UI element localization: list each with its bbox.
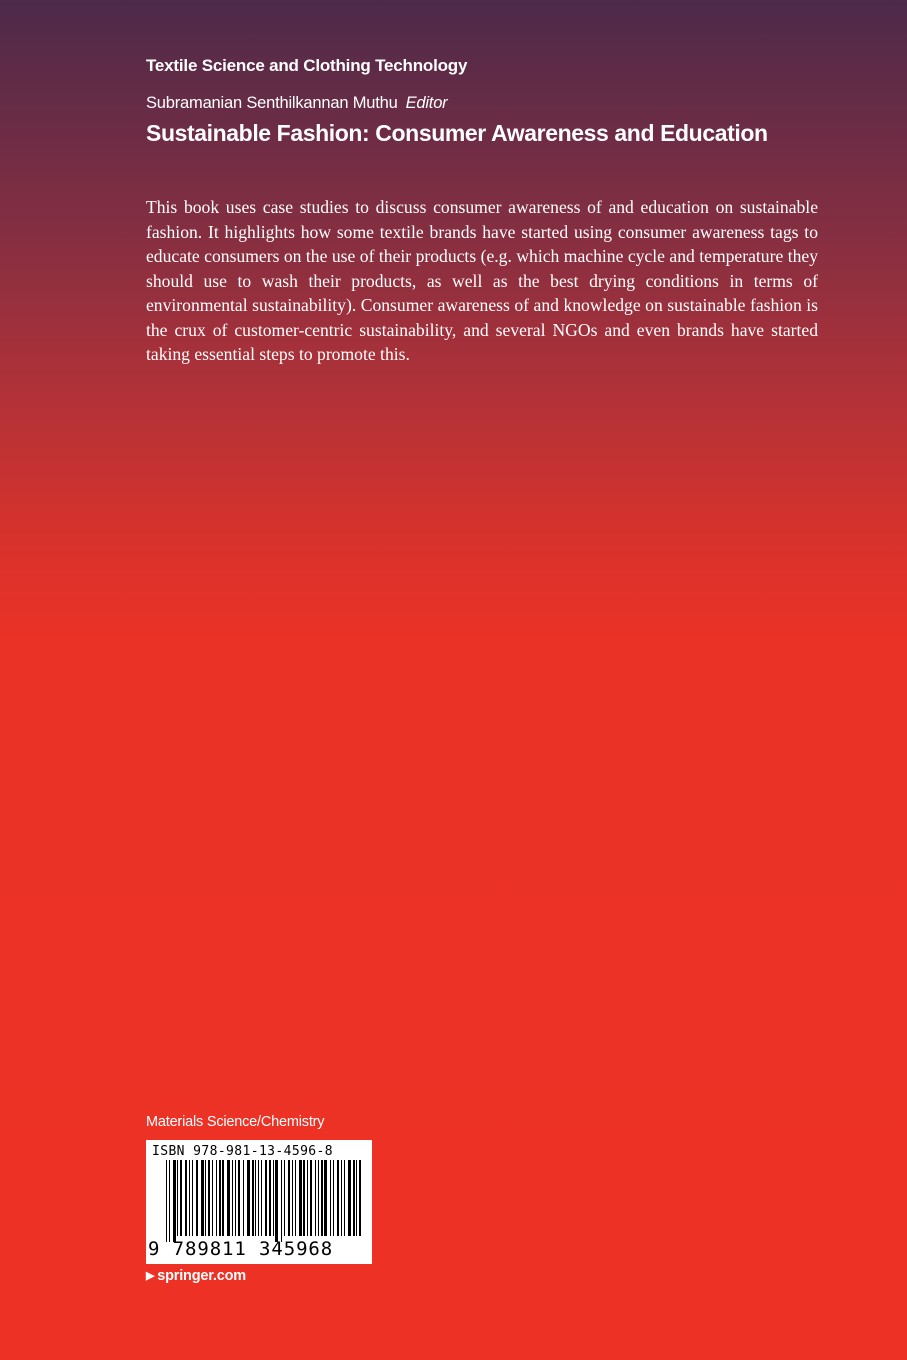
barcode-bar (189, 1160, 190, 1236)
barcode-bar (324, 1160, 327, 1236)
barcode-bar (307, 1160, 308, 1236)
barcode-box (146, 1140, 372, 1264)
arrow-right-icon: ▶ (146, 1270, 155, 1282)
barcode-bar (310, 1160, 312, 1236)
editor-name: Subramanian Senthilkannan Muthu (146, 94, 398, 112)
barcode-bar (219, 1160, 221, 1236)
barcode-bar (252, 1160, 254, 1236)
barcode-bar (281, 1160, 282, 1242)
barcode-bar (255, 1160, 256, 1236)
barcode-bar (265, 1160, 267, 1236)
barcode-bar (295, 1160, 296, 1236)
barcode-bar (299, 1160, 302, 1236)
barcode-bar (212, 1160, 213, 1236)
editor-line (146, 94, 447, 113)
barcode-bar (177, 1160, 178, 1236)
barcode-bar (166, 1160, 167, 1242)
barcode-bar (201, 1160, 204, 1236)
barcode-bar (318, 1160, 319, 1236)
barcode-bar (222, 1160, 224, 1236)
subject-category: Materials Science/Chemistry (146, 1114, 325, 1130)
barcode-bar (238, 1160, 240, 1236)
barcode-bar (208, 1160, 210, 1236)
barcode-bar (243, 1160, 244, 1236)
barcode-bar (269, 1160, 271, 1236)
barcode-digits: 9 789811 345968 (148, 1238, 334, 1260)
barcode-bar (275, 1160, 278, 1242)
barcode-bar (169, 1160, 170, 1242)
blurb-text: This book uses case studies to discuss consumer awareness of and education on sustainable fashion. It highlights how some textile brands have started using consumer awareness tags to educate consumers on the use of their products (e.g. which machine cycle and temperature they should use to wash their products, as well as the best drying conditions in terms of environmental sustainability). Consumer awareness of and knowledge on sustainable fashion is the crux of customer-centric sustainability, and several NGOs and even brands have started taking essential steps to promote this. (146, 197, 818, 364)
barcode-bar (284, 1160, 285, 1236)
barcode-bar (247, 1160, 250, 1236)
barcode-bar (235, 1160, 236, 1236)
publisher-link[interactable] (146, 1268, 246, 1284)
barcode-bar (348, 1160, 351, 1236)
editor-role: Editor (405, 94, 448, 112)
barcode-bar (292, 1160, 293, 1236)
barcode-bar (353, 1160, 355, 1236)
series-title: Textile Science and Clothing Technology (146, 56, 468, 75)
publisher-url: springer.com (157, 1268, 246, 1284)
barcode-bar (315, 1160, 316, 1236)
barcode-bar (192, 1160, 193, 1236)
barcode-bar (359, 1160, 361, 1236)
barcode-bar (227, 1160, 230, 1236)
isbn-label: ISBN 978-981-13-4596-8 (152, 1144, 333, 1159)
barcode-bar (261, 1160, 262, 1236)
barcode-bar (288, 1160, 290, 1236)
barcode-bar (258, 1160, 259, 1236)
barcode-bar (330, 1160, 331, 1236)
barcode-bar (180, 1160, 182, 1236)
barcode-bar (333, 1160, 334, 1236)
barcode-bar (205, 1160, 206, 1236)
barcode-bar (321, 1160, 323, 1236)
barcode-bar (337, 1160, 339, 1236)
barcode-bar (196, 1160, 198, 1236)
barcode-bar (341, 1160, 342, 1236)
barcode-bar (356, 1160, 357, 1236)
barcode-bar (185, 1160, 187, 1236)
barcode-bar (303, 1160, 305, 1236)
barcode-bar (273, 1160, 274, 1236)
barcode-bar (173, 1160, 176, 1242)
book-title: Sustainable Fashion: Consumer Awareness and Education (146, 120, 768, 146)
barcode-bar (216, 1160, 217, 1236)
barcode-bar (232, 1160, 233, 1236)
barcode-bar (344, 1160, 345, 1236)
